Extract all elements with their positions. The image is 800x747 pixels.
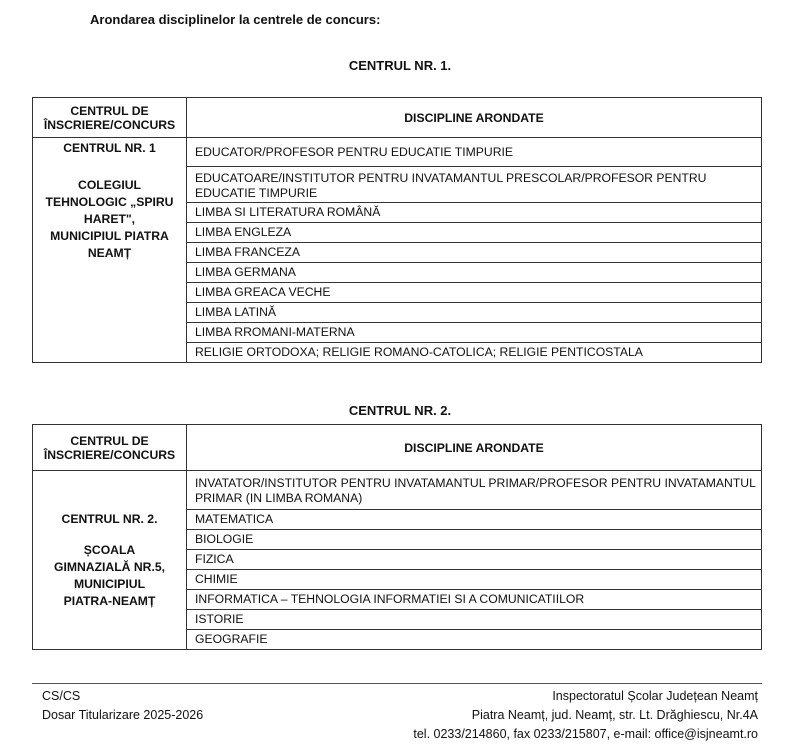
discipline-cell: LIMBA GREACA VECHE bbox=[187, 283, 762, 303]
center2-school-line: MUNICIPIUL bbox=[73, 576, 146, 591]
footer-initials: CS/CS bbox=[42, 689, 81, 703]
discipline-cell: FIZICA bbox=[187, 550, 762, 570]
discipline-cell: CHIMIE bbox=[187, 570, 762, 590]
footer-address: Piatra Neamț, jud. Neamț, str. Lt. Drăghiescu, Nr.4A bbox=[471, 708, 758, 722]
col-header-disciplines: DISCIPLINE ARONDATE bbox=[187, 98, 762, 138]
discipline-cell: LIMBA FRANCEZA bbox=[187, 243, 762, 263]
center1-school-line: HARET", bbox=[83, 212, 136, 226]
center1-school-line: NEAMȚ bbox=[87, 246, 132, 260]
col-header-center bbox=[33, 425, 187, 471]
col-header-center-line2: ÎNSCRIERE/CONCURS bbox=[43, 117, 176, 132]
center1-school-line: MUNICIPIUL PIATRA bbox=[50, 229, 169, 243]
footer-institution: Inspectoratul Școlar Județean Neamț bbox=[552, 689, 758, 703]
col-header-center-line1: CENTRUL DE bbox=[70, 433, 149, 448]
discipline-cell: EDUCATOARE/INSTITUTOR PENTRU INVATAMANTUL PRESCOLAR/PROFESOR PENTRU EDUCATIE TIMPURIE bbox=[187, 167, 762, 203]
discipline-cell: LIMBA ENGLEZA bbox=[187, 223, 762, 243]
center1-title: CENTRUL NR. 1. bbox=[348, 58, 452, 73]
center2-title: CENTRUL NR. 2. bbox=[348, 403, 452, 418]
footer-dossier: Dosar Titularizare 2025-2026 bbox=[42, 708, 204, 722]
center1-name: CENTRUL NR. 1 bbox=[63, 141, 156, 155]
center1-table bbox=[32, 97, 762, 363]
page-heading: Arondarea disciplinelor la centrele de concurs: bbox=[90, 12, 381, 27]
center2-table bbox=[32, 424, 762, 650]
discipline-cell: EDUCATOR/PROFESOR PENTRU EDUCATIE TIMPURIE bbox=[187, 138, 762, 167]
footer-right bbox=[413, 687, 758, 744]
center1-school-line: COLEGIUL bbox=[78, 178, 141, 192]
footer-divider bbox=[32, 683, 762, 684]
discipline-cell: RELIGIE ORTODOXA; RELIGIE ROMANO-CATOLICA; RELIGIE PENTICOSTALA bbox=[187, 343, 762, 363]
col-header-center-line2: ÎNSCRIERE/CONCURS bbox=[43, 447, 176, 462]
col-header-disciplines: DISCIPLINE ARONDATE bbox=[187, 425, 762, 471]
footer-contact: tel. 0233/214860, fax 0233/215807, e-mail: office@isjneamt.ro bbox=[413, 727, 758, 741]
center2-school-line: GIMNAZIALĂ NR.5, bbox=[53, 559, 166, 574]
discipline-cell: GEOGRAFIE bbox=[187, 630, 762, 650]
discipline-cell: LIMBA SI LITERATURA ROMÂNĂ bbox=[187, 203, 762, 223]
discipline-cell: INFORMATICA – TEHNOLOGIA INFORMATIEI SI A COMUNICATIILOR bbox=[187, 590, 762, 610]
footer-left bbox=[42, 687, 203, 725]
discipline-cell: LIMBA LATINĂ bbox=[187, 303, 762, 323]
discipline-cell: LIMBA RROMANI-MATERNA bbox=[187, 323, 762, 343]
discipline-cell: LIMBA GERMANA bbox=[187, 263, 762, 283]
discipline-cell: BIOLOGIE bbox=[187, 530, 762, 550]
center1-location bbox=[33, 138, 187, 363]
center2-school-line: PIATRA-NEAMȚ bbox=[63, 593, 156, 608]
col-header-center bbox=[33, 98, 187, 138]
discipline-cell: MATEMATICA bbox=[187, 510, 762, 530]
discipline-cell: INVATATOR/INSTITUTOR PENTRU INVATAMANTUL PRIMAR/PROFESOR PENTRU INVATAMANTUL PRIMAR (IN LIMBA ROMANA) bbox=[187, 471, 762, 510]
col-header-center-line1: CENTRUL DE bbox=[70, 103, 149, 118]
center2-location bbox=[33, 471, 187, 650]
center2-school-line: ȘCOALA bbox=[83, 542, 136, 557]
center2-name: CENTRUL NR. 2. bbox=[61, 511, 158, 526]
discipline-cell: ISTORIE bbox=[187, 610, 762, 630]
center1-school-line: TEHNOLOGIC „SPIRU bbox=[45, 195, 174, 209]
